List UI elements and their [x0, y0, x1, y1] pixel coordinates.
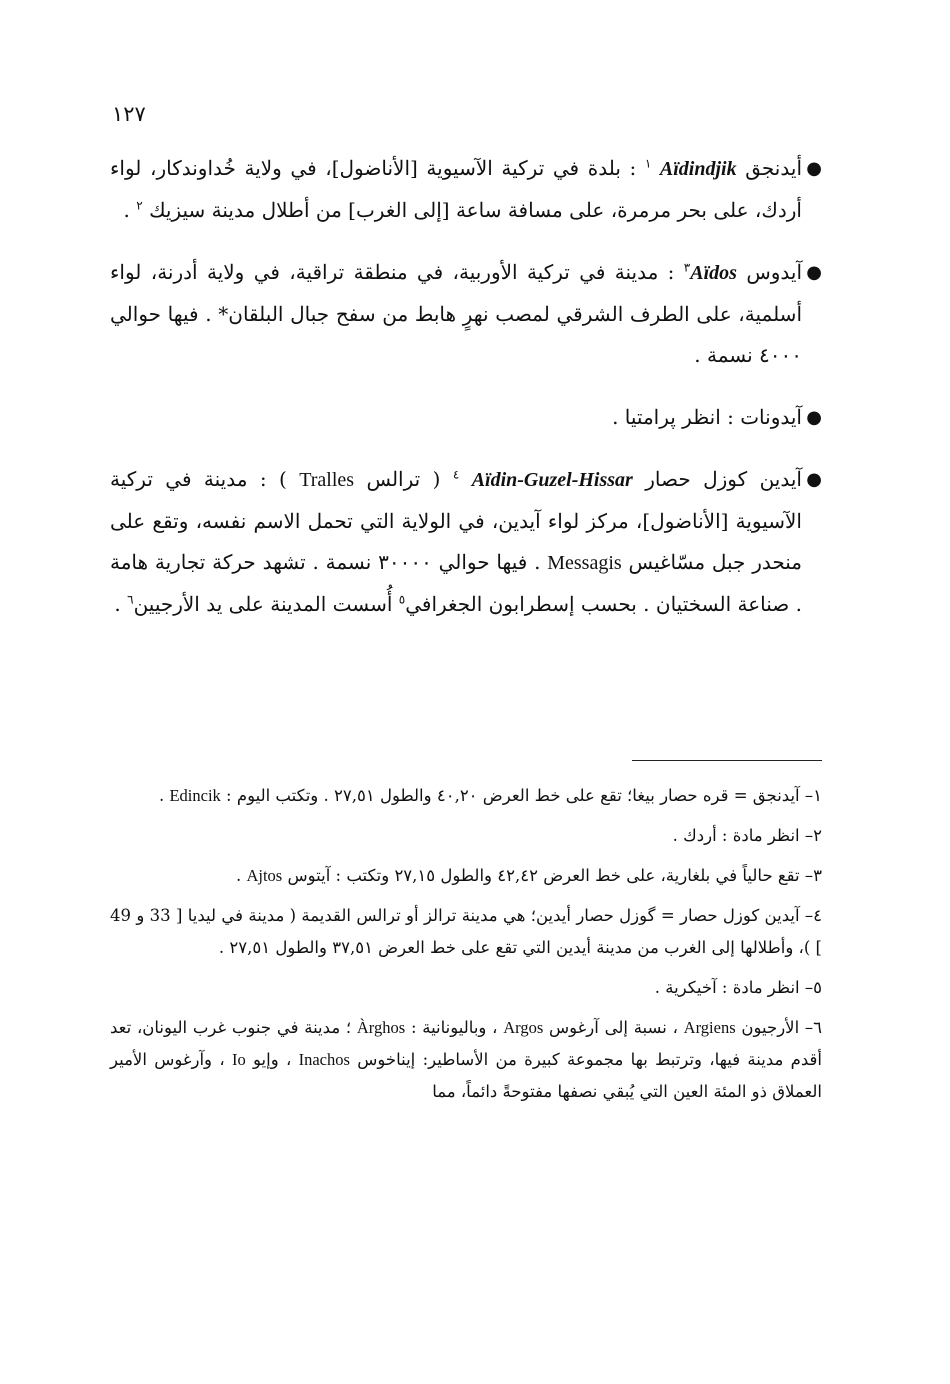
entry-latin-messagis: Messagis: [547, 552, 622, 574]
footnote-divider: [632, 760, 822, 761]
footnote-ref: ٤: [452, 467, 460, 482]
footnote-latin-inachos: Inachos: [298, 1050, 350, 1069]
footnote-text: ٣– تقع حالياً في بلغارية، على خط العرض ٤٢,٤٢ والطول ٢٧,١٥ وتكتب : آيتوس: [287, 866, 822, 885]
entry-tail: .: [123, 198, 130, 222]
entry-latin-tralles: Tralles: [299, 469, 355, 491]
bullet-icon: ●: [806, 158, 822, 179]
entry-head: آيدوس: [746, 260, 803, 284]
footnote-latin: Edincik: [169, 786, 221, 805]
bullet-icon: ●: [806, 262, 822, 283]
footnote-5: [110, 972, 822, 1004]
footnote-ref: ٢: [136, 198, 143, 213]
entry-text-b: ) : مدينة في تركية الآسيوية [الأناضول]، مركز لواء آيدين، في الولاية التي تحمل الاسم نفسه، وتقع على منحدر جبل مسّاغيس: [110, 467, 803, 574]
entry-text-d: أُسست المدينة على يد الأرجيين: [133, 592, 393, 616]
footnote-ref: ٥: [398, 592, 406, 607]
footnote-latin-arghos: Àrghos: [356, 1018, 406, 1037]
entry-text: : انظر پرامتيا .: [612, 405, 734, 429]
footnote-text-b: ، نسبة إلى آرغوس: [549, 1018, 678, 1037]
footnote-text-d: ؛ مدينة في جنوب غرب اليونان، تعد أقدم مدينة فيها، وترتبط بها مجموعة كبيرة من الأساطير: إيناخوس: [110, 1018, 822, 1069]
footnote-text-e: ، وإيو: [253, 1050, 292, 1069]
footnote-ref: ١: [644, 156, 652, 171]
footnote-text: ٤– آيدين كوزل حصار = گوزل حصار أيدين؛ هي مدينة ترالز أو ترالس القديمة ( مدينة في ليديا [ 33 و 49 ] )، وأطلالها إلى الغرب من مدينة أيدين التي تقع على خط العرض ٣٧,٥١ والطول ٢٧,٥١ .: [110, 906, 822, 957]
entry-aidos: [110, 252, 822, 376]
footnote-text: ٦– الأرجيون: [741, 1018, 823, 1037]
footnote-ref: ٦: [127, 592, 134, 607]
page-number: ١٢٧: [112, 102, 146, 126]
footnote-latin-argiens: Argiens: [683, 1018, 736, 1037]
footnote-4: [110, 900, 822, 964]
footnote-1: [110, 780, 822, 812]
footnote-latin: Ajtos: [246, 866, 283, 885]
entry-text-a: ( ترالس: [366, 467, 441, 491]
entry-latin: Aïdin-Guzel-Hissar: [471, 469, 633, 491]
footnote-6: [110, 1012, 822, 1108]
entry-aidindjik: [110, 148, 822, 231]
entry-latin: Aïdindjik: [659, 158, 737, 180]
footnote-text: ٢– انظر مادة : أردك .: [672, 826, 822, 845]
entry-text-c: . فيها حوالي ٣٠٠٠٠ نسمة . تشهد حركة تجارية هامة . صناعة السختيان . بحسب إسطرابون الجغرافي: [110, 550, 802, 616]
bullet-icon: ●: [806, 469, 822, 490]
entry-tail: .: [114, 592, 121, 616]
entry-aidounat: [110, 397, 822, 438]
footnote-latin-argos: Argos: [503, 1018, 544, 1037]
entry-head: آيدين كوزل حصار: [645, 467, 802, 491]
footnote-latin-io: Io: [231, 1050, 246, 1069]
entry-text: : مدينة في تركية الأوربية، في منطقة تراقية، في ولاية أدرنة، لواء أسلمية، على الطرف الشرقي لمصب نهرٍ هابط من سفح جبال البلقان* . فيها حوالي ٤٠٠٠ نسمة .: [110, 260, 802, 367]
dictionary-entries: [110, 148, 822, 646]
footnote-tail: .: [235, 866, 242, 885]
footnote-text-c: ، وباليونانية :: [410, 1018, 498, 1037]
footnote-ref: ٣: [683, 260, 691, 275]
footnote-2: [110, 820, 822, 852]
entry-head: آيدونات: [740, 405, 802, 429]
entry-text: : بلدة في تركية الآسيوية [الأناضول]، في ولاية خُداوندكار، لواء أردك، على بحر مرمرة، على مسافة ساعة [إلى الغرب] من أطلال مدينة سيزيك: [110, 156, 802, 222]
footnote-text-f: ، وآرغوس الأمير العملاق ذو المئة العين التي يُبقي نصفها مفتوحةً دائماً، مما: [110, 1050, 822, 1101]
footnote-3: [110, 860, 822, 892]
footnotes: [110, 780, 822, 1116]
entry-head: أيدنجق: [745, 156, 802, 180]
bullet-icon: ●: [806, 407, 822, 428]
entry-aidin-guzel-hissar: [110, 459, 822, 625]
entry-latin: Aïdos: [690, 262, 737, 284]
footnote-text: ٥– انظر مادة : آخيكرية .: [654, 978, 822, 997]
footnote-text: ١– آيدنجق = قره حصار بيغا؛ تقع على خط العرض ٤٠,٢٠ والطول ٢٧,٥١ . وتكتب اليوم :: [226, 786, 822, 805]
footnote-tail: .: [158, 786, 165, 805]
